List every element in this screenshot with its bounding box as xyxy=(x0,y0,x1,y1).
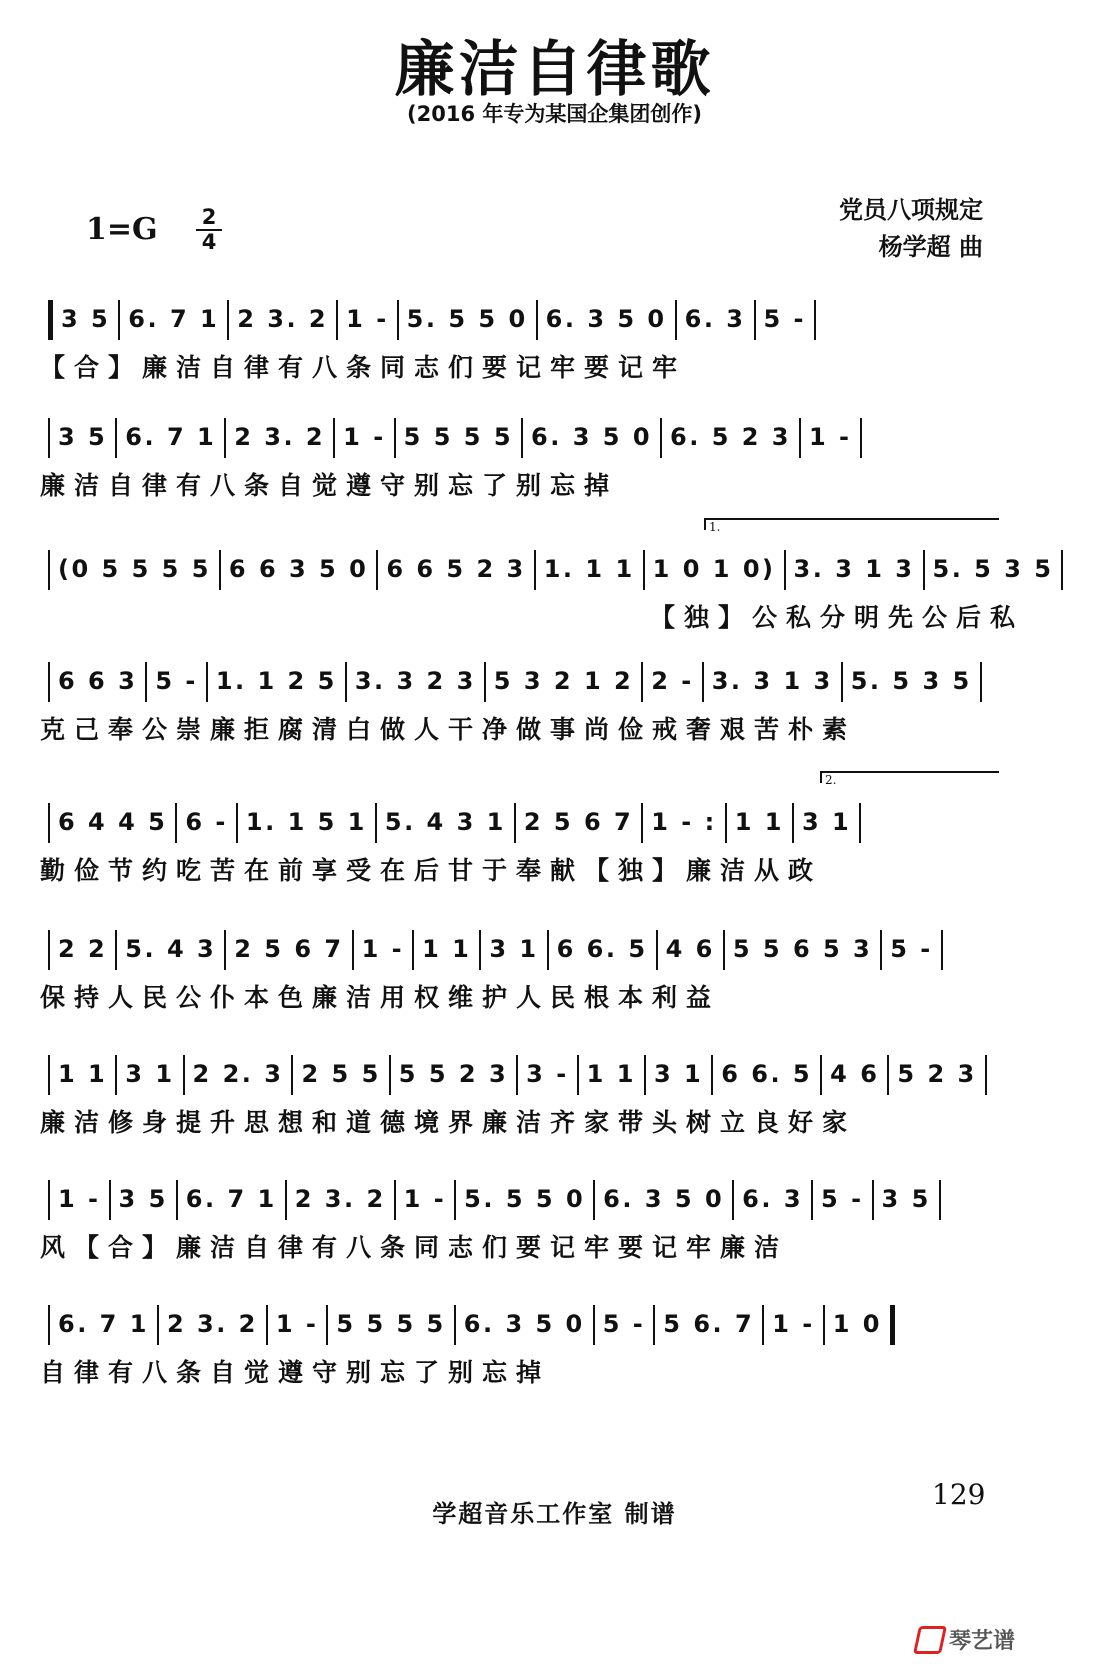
barline xyxy=(484,662,486,702)
measure: 1 - xyxy=(58,1185,101,1213)
barline xyxy=(376,550,378,590)
barline xyxy=(48,1055,50,1095)
measure: 1 1 xyxy=(58,1060,108,1088)
barline xyxy=(653,1305,655,1345)
barline xyxy=(660,418,662,458)
barline xyxy=(109,1180,111,1220)
measure: 2 3. 2 xyxy=(294,1185,386,1213)
lyrics-line: 廉洁修身提升思想和道德境界廉洁齐家带头树立良好家 xyxy=(40,1108,857,1137)
measure: 5 5 5 5 xyxy=(403,423,514,451)
measure: 2 3. 2 xyxy=(237,305,329,333)
measure: 6 6 5 2 3 xyxy=(386,555,526,583)
barline xyxy=(577,1055,579,1095)
measure: 3 5 xyxy=(58,423,108,451)
key-signature: 1=G xyxy=(86,212,158,247)
barline xyxy=(641,803,643,843)
measure: 4 6 xyxy=(665,935,715,963)
measure: 3 1 xyxy=(125,1060,175,1088)
barline xyxy=(115,1055,117,1095)
barline xyxy=(732,1180,734,1220)
barline xyxy=(593,1180,595,1220)
measure: 5. 5 3 5 xyxy=(932,555,1054,583)
system-9 xyxy=(40,1295,1005,1415)
barline xyxy=(48,418,50,458)
barline xyxy=(859,803,861,843)
barline xyxy=(784,550,786,590)
barline xyxy=(675,300,677,340)
measure: 6 6. 5 xyxy=(556,935,648,963)
barline xyxy=(644,1055,646,1095)
measure: 3 1 xyxy=(801,808,852,836)
measure: 6. 3 xyxy=(742,1185,804,1213)
measure: 1 - xyxy=(809,423,852,451)
system-6 xyxy=(40,920,1005,1040)
measure: 1 1 xyxy=(586,1060,636,1088)
volta-second-ending: 2. xyxy=(820,771,999,783)
measure: 1 0 xyxy=(832,1310,882,1338)
barline xyxy=(923,550,925,590)
measure: 2 5 6 7 xyxy=(234,935,344,963)
notation-line xyxy=(40,1170,1005,1228)
measure: 1 1 xyxy=(734,808,784,836)
measure: 6 6 3 xyxy=(58,667,138,695)
barline xyxy=(479,930,481,970)
measure: 6 4 4 5 xyxy=(58,808,168,836)
measure: 3 5 xyxy=(118,1185,168,1213)
barline xyxy=(176,1180,178,1220)
measure: 1 0 1 0) xyxy=(652,555,776,583)
barline xyxy=(412,930,414,970)
notation-line xyxy=(40,1045,1005,1103)
measure: 6. 3 5 0 xyxy=(463,1310,585,1338)
barline xyxy=(823,1305,825,1345)
system-4 xyxy=(40,652,1005,772)
barline xyxy=(723,930,725,970)
barline xyxy=(702,662,704,702)
measure: 5 - xyxy=(821,1185,864,1213)
measure: 5 - xyxy=(602,1310,646,1338)
lyrics-line: 克己奉公崇廉拒腐清白做人干净做事尚俭戒奢艰苦朴素 xyxy=(40,715,857,744)
system-2 xyxy=(40,408,1005,528)
barline xyxy=(48,1180,50,1220)
notation-line xyxy=(40,920,1005,978)
lyrics-line: 【合】廉洁自律有八条同志们要记牢要记牢 xyxy=(40,353,687,382)
barline xyxy=(454,1180,456,1220)
barline xyxy=(860,418,862,458)
barline xyxy=(814,300,816,340)
watermark-logo xyxy=(916,1624,1015,1655)
measure: 1 - xyxy=(275,1310,319,1338)
lyrics-line: 保持人民公仆本色廉洁用权维护人民根本利益 xyxy=(40,983,721,1012)
measure: 3. 3 1 3 xyxy=(711,667,833,695)
barline xyxy=(48,803,50,843)
barline xyxy=(266,1305,268,1345)
notation-line xyxy=(40,408,1005,466)
time-signature xyxy=(196,206,222,254)
measure: 5 - xyxy=(890,935,933,963)
barline xyxy=(115,930,117,970)
barline xyxy=(333,418,335,458)
barline xyxy=(711,1055,713,1095)
measure: 5. 5 3 5 xyxy=(850,667,972,695)
measure: 1. 1 1 xyxy=(543,555,635,583)
measure: 3 1 xyxy=(653,1060,704,1088)
measure: 5 5 5 5 xyxy=(336,1310,446,1338)
footer-credit: 学超音乐工作室 制谱 xyxy=(432,1500,677,1528)
barline xyxy=(754,300,756,340)
lyrics-line: 廉洁自律有八条自觉遵守别忘了别忘掉 xyxy=(40,471,619,500)
barline xyxy=(534,550,536,590)
measure: 1 - xyxy=(343,423,386,451)
measure: 1. 1 5 1 xyxy=(245,808,367,836)
system-1 xyxy=(40,290,1005,410)
barline xyxy=(547,930,549,970)
barline xyxy=(643,550,645,590)
meter-top: 2 xyxy=(201,205,217,229)
measure: 5. 4 3 1 xyxy=(384,808,506,836)
barline xyxy=(593,1305,595,1345)
measure: 3 5 xyxy=(881,1185,931,1213)
measure: 5 5 2 3 xyxy=(398,1060,509,1088)
barline xyxy=(157,1305,159,1345)
barline xyxy=(285,1180,287,1220)
barline xyxy=(389,1055,391,1095)
barline xyxy=(792,803,794,843)
measure: 1. 1 2 5 xyxy=(215,667,337,695)
measure: 6. 3 5 0 xyxy=(603,1185,725,1213)
measure: 2 3. 2 xyxy=(166,1310,258,1338)
measure: 5 - xyxy=(155,667,198,695)
measure: 5 - xyxy=(763,305,807,333)
song-subtitle: (2016 年专为某国企集团创作) xyxy=(407,102,702,126)
measure: 1 - xyxy=(361,935,405,963)
system-5 xyxy=(40,773,1005,913)
barline xyxy=(48,300,53,340)
barline xyxy=(291,1055,293,1095)
barline xyxy=(175,803,177,843)
barline xyxy=(521,418,523,458)
lyricist: 党员八项规定 xyxy=(839,196,983,224)
barline xyxy=(820,1055,822,1095)
measure: 1 - xyxy=(403,1185,447,1213)
barline xyxy=(980,662,982,702)
barline xyxy=(48,1305,50,1345)
measure: 1 1 xyxy=(422,935,472,963)
measure: 6. 7 1 xyxy=(128,305,220,333)
barline xyxy=(725,803,727,843)
credits xyxy=(839,192,983,266)
barline xyxy=(326,1305,328,1345)
measure: 6. 7 1 xyxy=(185,1185,277,1213)
barline xyxy=(118,300,120,340)
measure: 2 2 xyxy=(58,935,108,963)
barline xyxy=(394,1180,396,1220)
measure: 3 1 xyxy=(489,935,539,963)
measure: 5. 5 5 0 xyxy=(464,1185,586,1213)
measure: 5 5 6 5 3 xyxy=(732,935,873,963)
barline xyxy=(1061,550,1063,590)
meter-bottom: 4 xyxy=(201,230,217,254)
barline xyxy=(872,1180,874,1220)
measure: 2 2. 3 xyxy=(192,1060,284,1088)
lyrics-line: 自律有八条自觉遵守别忘了别忘掉 xyxy=(40,1358,551,1387)
barline xyxy=(375,803,377,843)
measure: 6. 3 5 0 xyxy=(531,423,653,451)
logo-icon xyxy=(913,1626,947,1654)
system-7 xyxy=(40,1045,1005,1165)
barline xyxy=(394,418,396,458)
lyrics-line: 勤俭节约吃苦在前享受在后甘于奉献【独】廉洁从政 xyxy=(40,856,823,885)
barline xyxy=(536,300,538,340)
measure: 6. 5 2 3 xyxy=(670,423,791,451)
barline xyxy=(985,1055,987,1095)
notation-line xyxy=(40,793,1005,851)
measure: 2 5 5 xyxy=(301,1060,381,1088)
measure: (0 5 5 5 5 xyxy=(58,555,211,583)
measure: 5. 4 3 xyxy=(125,935,217,963)
barline xyxy=(880,930,882,970)
barline xyxy=(48,662,50,702)
measure: 5 3 2 1 2 xyxy=(493,667,634,695)
song-title: 廉洁自律歌 xyxy=(394,35,715,105)
measure: 6 6. 5 xyxy=(721,1060,813,1088)
volta-first-ending: 1. xyxy=(704,518,999,530)
composer: 杨学超 曲 xyxy=(878,233,983,261)
measure: 6 6 3 5 0 xyxy=(228,555,369,583)
barline xyxy=(811,1180,813,1220)
measure: 6. 3 xyxy=(684,305,746,333)
measure: 2 3. 2 xyxy=(234,423,326,451)
measure: 4 6 xyxy=(830,1060,880,1088)
barline xyxy=(48,930,50,970)
barline xyxy=(939,1180,941,1220)
barline xyxy=(219,550,221,590)
barline xyxy=(397,300,399,340)
barline xyxy=(454,1305,456,1345)
barline xyxy=(115,418,117,458)
measure: 5 6. 7 xyxy=(663,1310,755,1338)
measure: 3 - xyxy=(526,1060,569,1088)
measure: 3 5 xyxy=(61,305,111,333)
barline xyxy=(641,662,643,702)
barline xyxy=(941,930,943,970)
measure: 5 2 3 xyxy=(897,1060,977,1088)
lyrics-line: 风【合】廉洁自律有八条同志们要记牢要记牢廉洁 xyxy=(40,1233,789,1262)
measure: 1 - : xyxy=(651,808,717,836)
page-number: 129 xyxy=(932,1478,986,1511)
barline xyxy=(48,550,50,590)
measure: 1 - xyxy=(772,1310,815,1338)
measure: 2 5 6 7 xyxy=(523,808,634,836)
notation-line xyxy=(40,652,1005,710)
barline xyxy=(224,930,226,970)
barline xyxy=(227,300,229,340)
measure: 6. 3 5 0 xyxy=(545,305,667,333)
barline xyxy=(799,418,801,458)
barline xyxy=(352,930,354,970)
barline xyxy=(887,1055,889,1095)
barline xyxy=(336,300,338,340)
measure: 3. 3 1 3 xyxy=(793,555,915,583)
barline xyxy=(516,1055,518,1095)
barline xyxy=(206,662,208,702)
measure: 6. 7 1 xyxy=(125,423,217,451)
barline xyxy=(656,930,658,970)
barline xyxy=(514,803,516,843)
barline xyxy=(183,1055,185,1095)
measure: 3. 3 2 3 xyxy=(354,667,476,695)
barline xyxy=(236,803,238,843)
notation-line xyxy=(40,1295,1005,1353)
notation-line xyxy=(40,290,1005,348)
barline xyxy=(890,1305,895,1345)
barline xyxy=(145,662,147,702)
measure: 6 - xyxy=(185,808,228,836)
lyrics-line: 【独】公私分明先公后私 xyxy=(650,603,1025,632)
system-3 xyxy=(40,520,1054,660)
measure: 1 - xyxy=(346,305,389,333)
system-8 xyxy=(40,1170,1005,1290)
barline xyxy=(762,1305,764,1345)
barline xyxy=(224,418,226,458)
measure: 2 - xyxy=(651,667,694,695)
measure: 5. 5 5 0 xyxy=(406,305,528,333)
logo-text: 琴艺谱 xyxy=(949,1629,1016,1654)
barline xyxy=(841,662,843,702)
barline xyxy=(345,662,347,702)
measure: 6. 7 1 xyxy=(58,1310,149,1338)
notation-line xyxy=(40,540,1054,598)
